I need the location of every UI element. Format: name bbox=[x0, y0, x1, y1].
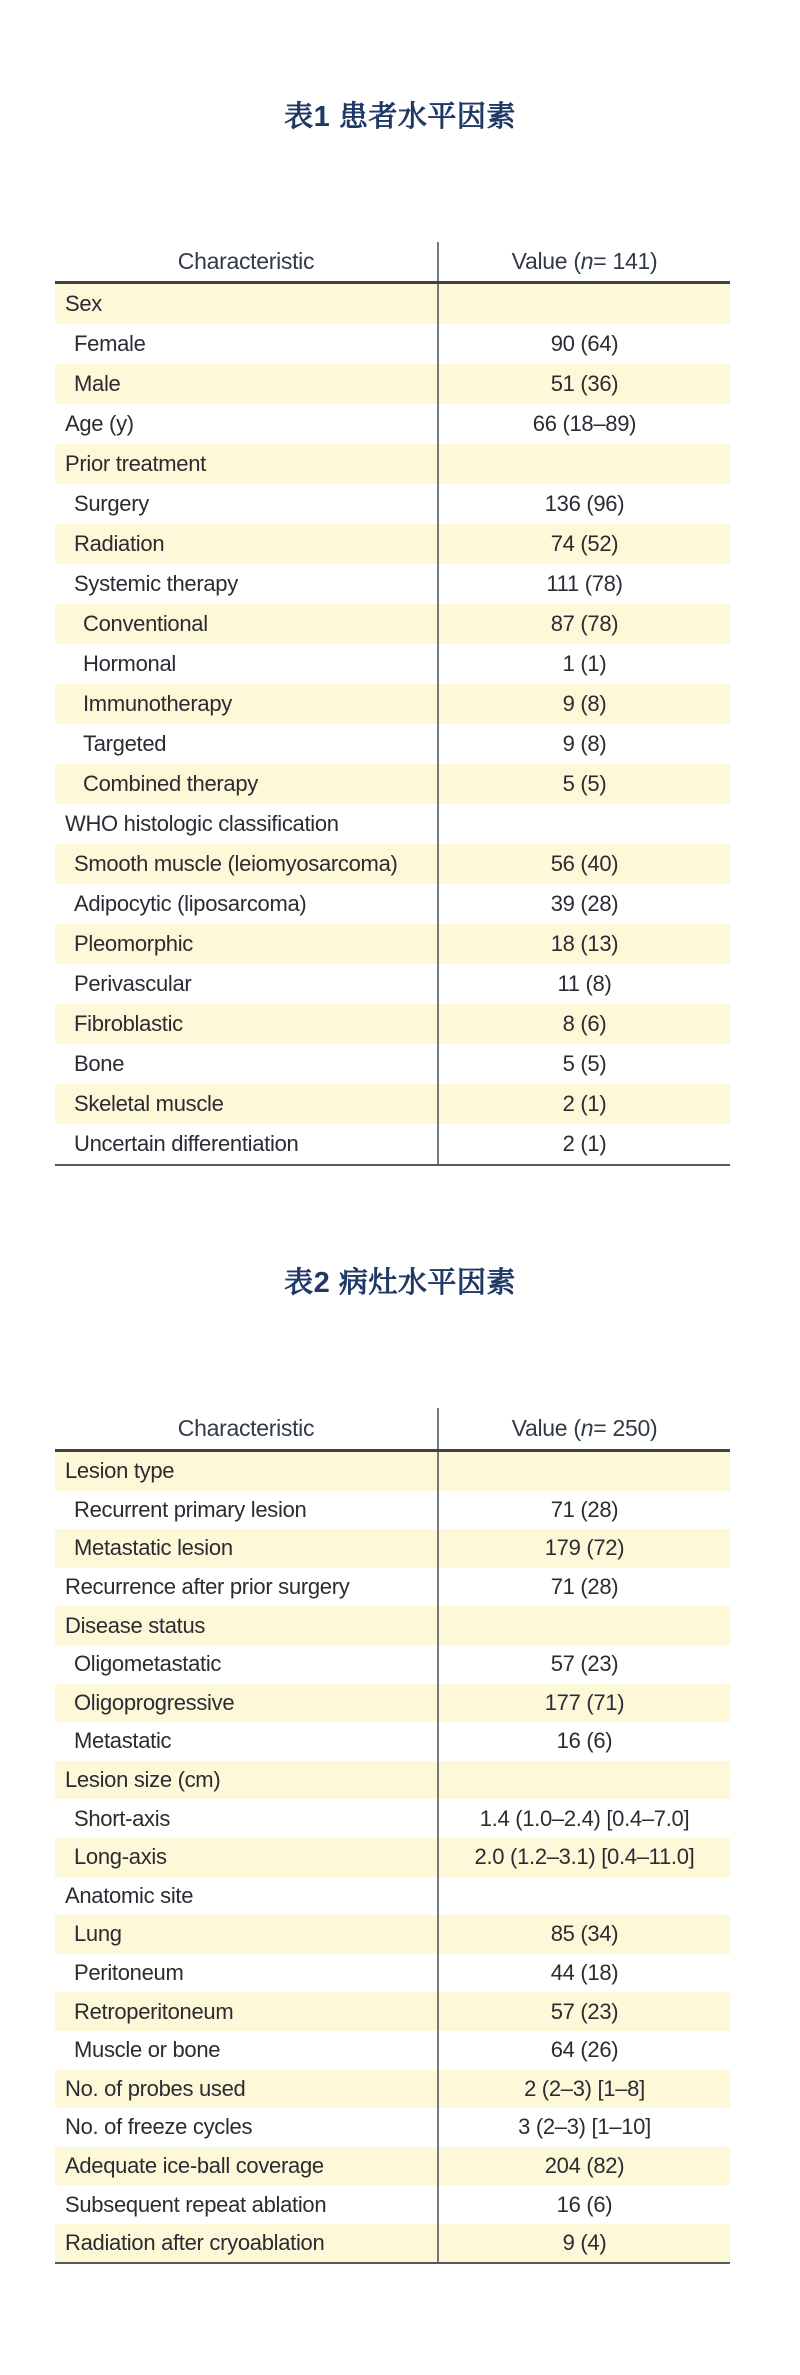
value-header-pre: Value ( bbox=[511, 248, 581, 274]
table-row bbox=[55, 764, 730, 804]
row-label: Pleomorphic bbox=[55, 924, 439, 964]
table-row bbox=[55, 1684, 730, 1723]
row-value: 44 (18) bbox=[550, 1960, 619, 1986]
row-value: 136 (96) bbox=[544, 491, 625, 516]
row-label: Muscle or bone bbox=[55, 2031, 439, 2070]
row-label: Surgery bbox=[55, 484, 439, 524]
table-row bbox=[55, 724, 730, 764]
table-row bbox=[55, 1606, 730, 1645]
row-value: 71 (28) bbox=[550, 1574, 619, 1600]
row-value: 87 (78) bbox=[550, 611, 619, 636]
row-value bbox=[439, 1452, 730, 1491]
table-row bbox=[55, 964, 730, 1004]
row-value: 3 (2–3) [1–10] bbox=[518, 2114, 651, 2140]
table-row bbox=[55, 1954, 730, 1993]
table-row bbox=[55, 524, 730, 564]
table-row bbox=[55, 364, 730, 404]
row-label: Bone bbox=[55, 1044, 439, 1084]
table-row bbox=[55, 484, 730, 524]
table-row bbox=[55, 1452, 730, 1491]
row-value: 16 (6) bbox=[556, 2191, 613, 2217]
row-label: Prior treatment bbox=[55, 444, 439, 484]
table-row bbox=[55, 1084, 730, 1124]
row-value: 56 (40) bbox=[550, 851, 619, 876]
row-value: 57 (23) bbox=[550, 1651, 619, 1677]
table2-characteristic-header: Characteristic bbox=[55, 1408, 439, 1449]
row-label: Skeletal muscle bbox=[55, 1084, 439, 1124]
row-label: Peritoneum bbox=[55, 1954, 439, 1993]
row-value: 5 (5) bbox=[562, 771, 607, 796]
row-label: Short-axis bbox=[55, 1799, 439, 1838]
row-value: 11 (8) bbox=[557, 971, 612, 996]
table2-body bbox=[55, 1452, 730, 2264]
value-header-post: = 141) bbox=[593, 248, 658, 274]
row-value: 57 (23) bbox=[550, 1998, 619, 2024]
row-label: Adipocytic (liposarcoma) bbox=[55, 884, 439, 924]
row-label: Lesion size (cm) bbox=[55, 1761, 439, 1800]
row-label: Anatomic site bbox=[55, 1877, 439, 1916]
table-row bbox=[55, 1568, 730, 1607]
row-value bbox=[439, 804, 730, 844]
table-row bbox=[55, 884, 730, 924]
value-header-pre: Value ( bbox=[511, 1415, 581, 1441]
row-label: Targeted bbox=[55, 724, 439, 764]
table-row bbox=[55, 1004, 730, 1044]
table-row bbox=[55, 604, 730, 644]
row-value: 85 (34) bbox=[550, 1921, 619, 1947]
row-value bbox=[439, 1877, 730, 1916]
value-header-n: n bbox=[580, 1415, 594, 1441]
table-row bbox=[55, 1529, 730, 1568]
row-label: No. of probes used bbox=[55, 2070, 439, 2109]
table-row bbox=[55, 2147, 730, 2186]
row-label: Disease status bbox=[55, 1606, 439, 1645]
row-value: 66 (18–89) bbox=[532, 411, 637, 436]
table-row bbox=[55, 284, 730, 324]
row-label: Radiation bbox=[55, 524, 439, 564]
table-row bbox=[55, 1799, 730, 1838]
table-row bbox=[55, 1915, 730, 1954]
row-label: Male bbox=[55, 364, 439, 404]
table-row bbox=[55, 1838, 730, 1877]
table-row bbox=[55, 1761, 730, 1800]
table-row bbox=[55, 2031, 730, 2070]
table-row bbox=[55, 1044, 730, 1084]
table-row bbox=[55, 1722, 730, 1761]
row-value: 179 (72) bbox=[544, 1535, 625, 1561]
row-label: Systemic therapy bbox=[55, 564, 439, 604]
row-value: 177 (71) bbox=[544, 1689, 625, 1715]
row-value bbox=[439, 1761, 730, 1800]
row-label: Combined therapy bbox=[55, 764, 439, 804]
row-label: Lung bbox=[55, 1915, 439, 1954]
table-row bbox=[55, 1491, 730, 1530]
row-label: Adequate ice-ball coverage bbox=[55, 2147, 439, 2186]
row-label: Recurrence after prior surgery bbox=[55, 1568, 439, 1607]
table1-title: 表1 患者水平因素 bbox=[284, 101, 516, 133]
table2-header-row bbox=[55, 1408, 730, 1452]
table-row bbox=[55, 2185, 730, 2224]
row-value bbox=[439, 284, 730, 324]
row-value: 8 (6) bbox=[562, 1011, 607, 1036]
row-label: Age (y) bbox=[55, 404, 439, 444]
row-label: Long-axis bbox=[55, 1838, 439, 1877]
row-label: Perivascular bbox=[55, 964, 439, 1004]
table-row bbox=[55, 644, 730, 684]
row-value: 74 (52) bbox=[550, 531, 619, 556]
row-label: Oligoprogressive bbox=[55, 1684, 439, 1723]
row-value: 16 (6) bbox=[556, 1728, 613, 1754]
table-row bbox=[55, 564, 730, 604]
row-label: Subsequent repeat ablation bbox=[55, 2185, 439, 2224]
row-value: 2 (1) bbox=[562, 1131, 607, 1156]
row-value: 1 (1) bbox=[562, 651, 607, 676]
row-value: 111 (78) bbox=[546, 571, 623, 596]
row-label: Recurrent primary lesion bbox=[55, 1491, 439, 1530]
table-row bbox=[55, 1124, 730, 1164]
table-row bbox=[55, 1992, 730, 2031]
row-label: Retroperitoneum bbox=[55, 1992, 439, 2031]
row-value: 18 (13) bbox=[550, 931, 619, 956]
row-value: 90 (64) bbox=[550, 331, 619, 356]
table-row bbox=[55, 404, 730, 444]
row-label: Sex bbox=[55, 284, 439, 324]
row-value: 1.4 (1.0–2.4) [0.4–7.0] bbox=[479, 1805, 690, 1831]
row-value: 9 (4) bbox=[562, 2230, 607, 2256]
row-value: 9 (8) bbox=[562, 691, 607, 716]
row-label: WHO histologic classification bbox=[55, 804, 439, 844]
row-label: Oligometastatic bbox=[55, 1645, 439, 1684]
value-header-post: = 250) bbox=[593, 1415, 658, 1441]
row-value: 51 (36) bbox=[550, 371, 619, 396]
table-row bbox=[55, 684, 730, 724]
row-label: Uncertain differentiation bbox=[55, 1124, 439, 1164]
table1-body bbox=[55, 284, 730, 1166]
table1 bbox=[55, 242, 730, 1166]
row-value: 64 (26) bbox=[550, 2037, 619, 2063]
table1-characteristic-header: Characteristic bbox=[55, 242, 439, 281]
table-row bbox=[55, 844, 730, 884]
table-row bbox=[55, 2108, 730, 2147]
table1-value-header bbox=[439, 242, 730, 281]
row-value: 71 (28) bbox=[550, 1496, 619, 1522]
table2-value-header bbox=[439, 1408, 730, 1449]
row-label: No. of freeze cycles bbox=[55, 2108, 439, 2147]
row-label: Metastatic lesion bbox=[55, 1529, 439, 1568]
table-row bbox=[55, 2070, 730, 2109]
table2 bbox=[55, 1408, 730, 2264]
row-value: 2 (2–3) [1–8] bbox=[524, 2075, 645, 2101]
row-value: 39 (28) bbox=[550, 891, 619, 916]
table-row bbox=[55, 2224, 730, 2263]
table-row bbox=[55, 324, 730, 364]
row-label: Hormonal bbox=[55, 644, 439, 684]
row-label: Conventional bbox=[55, 604, 439, 644]
row-label: Fibroblastic bbox=[55, 1004, 439, 1044]
row-value bbox=[439, 444, 730, 484]
row-label: Immunotherapy bbox=[55, 684, 439, 724]
table-row bbox=[55, 1877, 730, 1916]
row-value: 2 (1) bbox=[562, 1091, 607, 1116]
table1-header-row bbox=[55, 242, 730, 284]
table-row bbox=[55, 804, 730, 844]
table-row bbox=[55, 924, 730, 964]
table-row bbox=[55, 1645, 730, 1684]
table-row bbox=[55, 444, 730, 484]
table2-title: 表2 病灶水平因素 bbox=[284, 1267, 516, 1299]
row-value: 204 (82) bbox=[544, 2152, 625, 2178]
row-label: Smooth muscle (leiomyosarcoma) bbox=[55, 844, 439, 884]
row-value: 5 (5) bbox=[562, 1051, 607, 1076]
row-label: Radiation after cryoablation bbox=[55, 2224, 439, 2263]
row-value bbox=[439, 1606, 730, 1645]
row-value: 9 (8) bbox=[562, 731, 607, 756]
row-label: Lesion type bbox=[55, 1452, 439, 1491]
row-label: Metastatic bbox=[55, 1722, 439, 1761]
row-value: 2.0 (1.2–3.1) [0.4–11.0] bbox=[474, 1844, 695, 1870]
value-header-n: n bbox=[580, 248, 594, 274]
row-label: Female bbox=[55, 324, 439, 364]
